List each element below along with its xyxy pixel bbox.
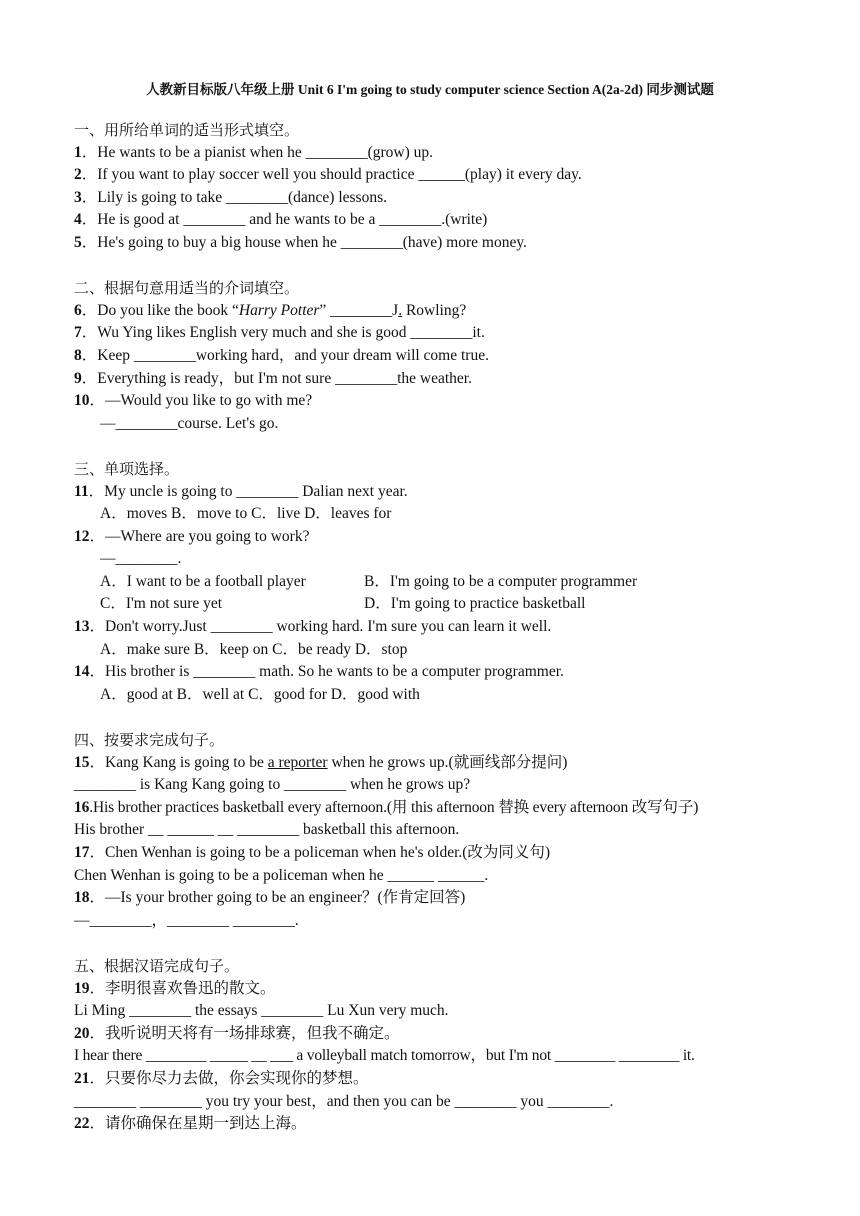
question-14: 14．His brother is ________ math. So he wants to be a computer programmer. bbox=[74, 663, 564, 681]
question-15: 15．Kang Kang is going to be a reporter when he grows up.(就画线部分提问) bbox=[74, 753, 568, 771]
question-4: 4．He is good at ________ and he wants to be a ________.(write) bbox=[74, 211, 488, 229]
question-16-answer: His brother __ ______ __ ________ basketball this afternoon. bbox=[74, 821, 460, 839]
section-heading-4: 四、按要求完成句子。 bbox=[74, 731, 225, 750]
section-heading-3: 三、单项选择。 bbox=[74, 459, 180, 478]
question-17: 17．Chen Wenhan is going to be a policeman when he's older.(改为同义句) bbox=[74, 844, 551, 861]
question-8: 8．Keep ________working hard，and your dream will come true. bbox=[74, 346, 489, 364]
question-7: 7．Wu Ying likes English very much and she is good ________it. bbox=[74, 324, 485, 342]
question-20-answer: I hear there ________ _____ __ ___ a volleyball match tomorrow，but I'm not ________ ________ it. bbox=[74, 1047, 695, 1065]
question-6: 6．Do you like the book “Harry Potter” ________J. Rowling? bbox=[74, 301, 467, 319]
question-21-answer: ________ ________ you try your best，and then you can be ________ you ________. bbox=[74, 1092, 614, 1110]
question-13: 13．Don't worry.Just ________ working hard. I'm sure you can learn it well. bbox=[74, 618, 552, 636]
question-11: 11．My uncle is going to ________ Dalian next year. bbox=[74, 482, 408, 500]
question-15-answer: ________ is Kang Kang going to ________ when he grows up? bbox=[74, 776, 471, 794]
question-10-answer: —________course. Let's go. bbox=[100, 414, 279, 432]
question-21: 21．只要你尽力去做，你会实现你的梦想。 bbox=[74, 1069, 369, 1087]
question-18: 18．—Is your brother going to be an engineer？(作肯定回答) bbox=[74, 889, 466, 907]
question-3: 3．Lily is going to take ________(dance) lessons. bbox=[74, 188, 387, 206]
question-2: 2．If you want to play soccer well you should practice ______(play) it every day. bbox=[74, 166, 582, 184]
section-heading-1: 一、用所给单词的适当形式填空。 bbox=[74, 121, 300, 139]
question-12-blank: —________. bbox=[100, 550, 182, 568]
question-16: 16.His brother practices basketball every afternoon.(用 this afternoon 替换 every afternoon 改写句子) bbox=[74, 798, 699, 816]
question-5: 5．He's going to buy a big house when he ________(have) more money. bbox=[74, 233, 527, 251]
question-10: 10．—Would you like to go with me? bbox=[74, 392, 313, 410]
question-12-options-ab: A．I want to be a football player B．I'm going to be a computer programmer bbox=[100, 572, 638, 590]
question-19: 19．李明很喜欢鲁迅的散文。 bbox=[74, 979, 276, 997]
question-11-options: A．moves B．move to C．live D．leaves for bbox=[100, 505, 392, 523]
worksheet-content bbox=[74, 119, 814, 1136]
page-title: 人教新目标版八年级上册 Unit 6 I'm going to study computer science Section A(2a-2d) 同步测试题 bbox=[146, 82, 714, 97]
question-12-options-cd: C．I'm not sure yet D．I'm going to practice basketball bbox=[100, 595, 586, 613]
section-heading-2: 二、根据句意用适当的介词填空。 bbox=[74, 279, 300, 298]
question-19-answer: Li Ming ________ the essays ________ Lu Xun very much. bbox=[74, 1002, 449, 1020]
question-14-options: A．good at B．well at C．good for D．good with bbox=[100, 685, 420, 703]
question-17-answer: Chen Wenhan is going to be a policeman when he ______ ______. bbox=[74, 866, 489, 884]
question-1: 1．He wants to be a pianist when he ________(grow) up. bbox=[74, 143, 434, 161]
question-9: 9．Everything is ready，but I'm not sure ________the weather. bbox=[74, 369, 472, 387]
question-12: 12．—Where are you going to work? bbox=[74, 527, 310, 545]
question-20: 20．我听说明天将有一场排球赛，但我不确定。 bbox=[74, 1024, 400, 1042]
question-18-answer: —________，________ ________. bbox=[74, 911, 299, 929]
question-22: 22．请你确保在星期一到达上海。 bbox=[74, 1115, 307, 1133]
section-heading-5: 五、根据汉语完成句子。 bbox=[74, 956, 240, 975]
question-13-options: A．make sure B．keep on C．be ready D．stop bbox=[100, 640, 408, 658]
